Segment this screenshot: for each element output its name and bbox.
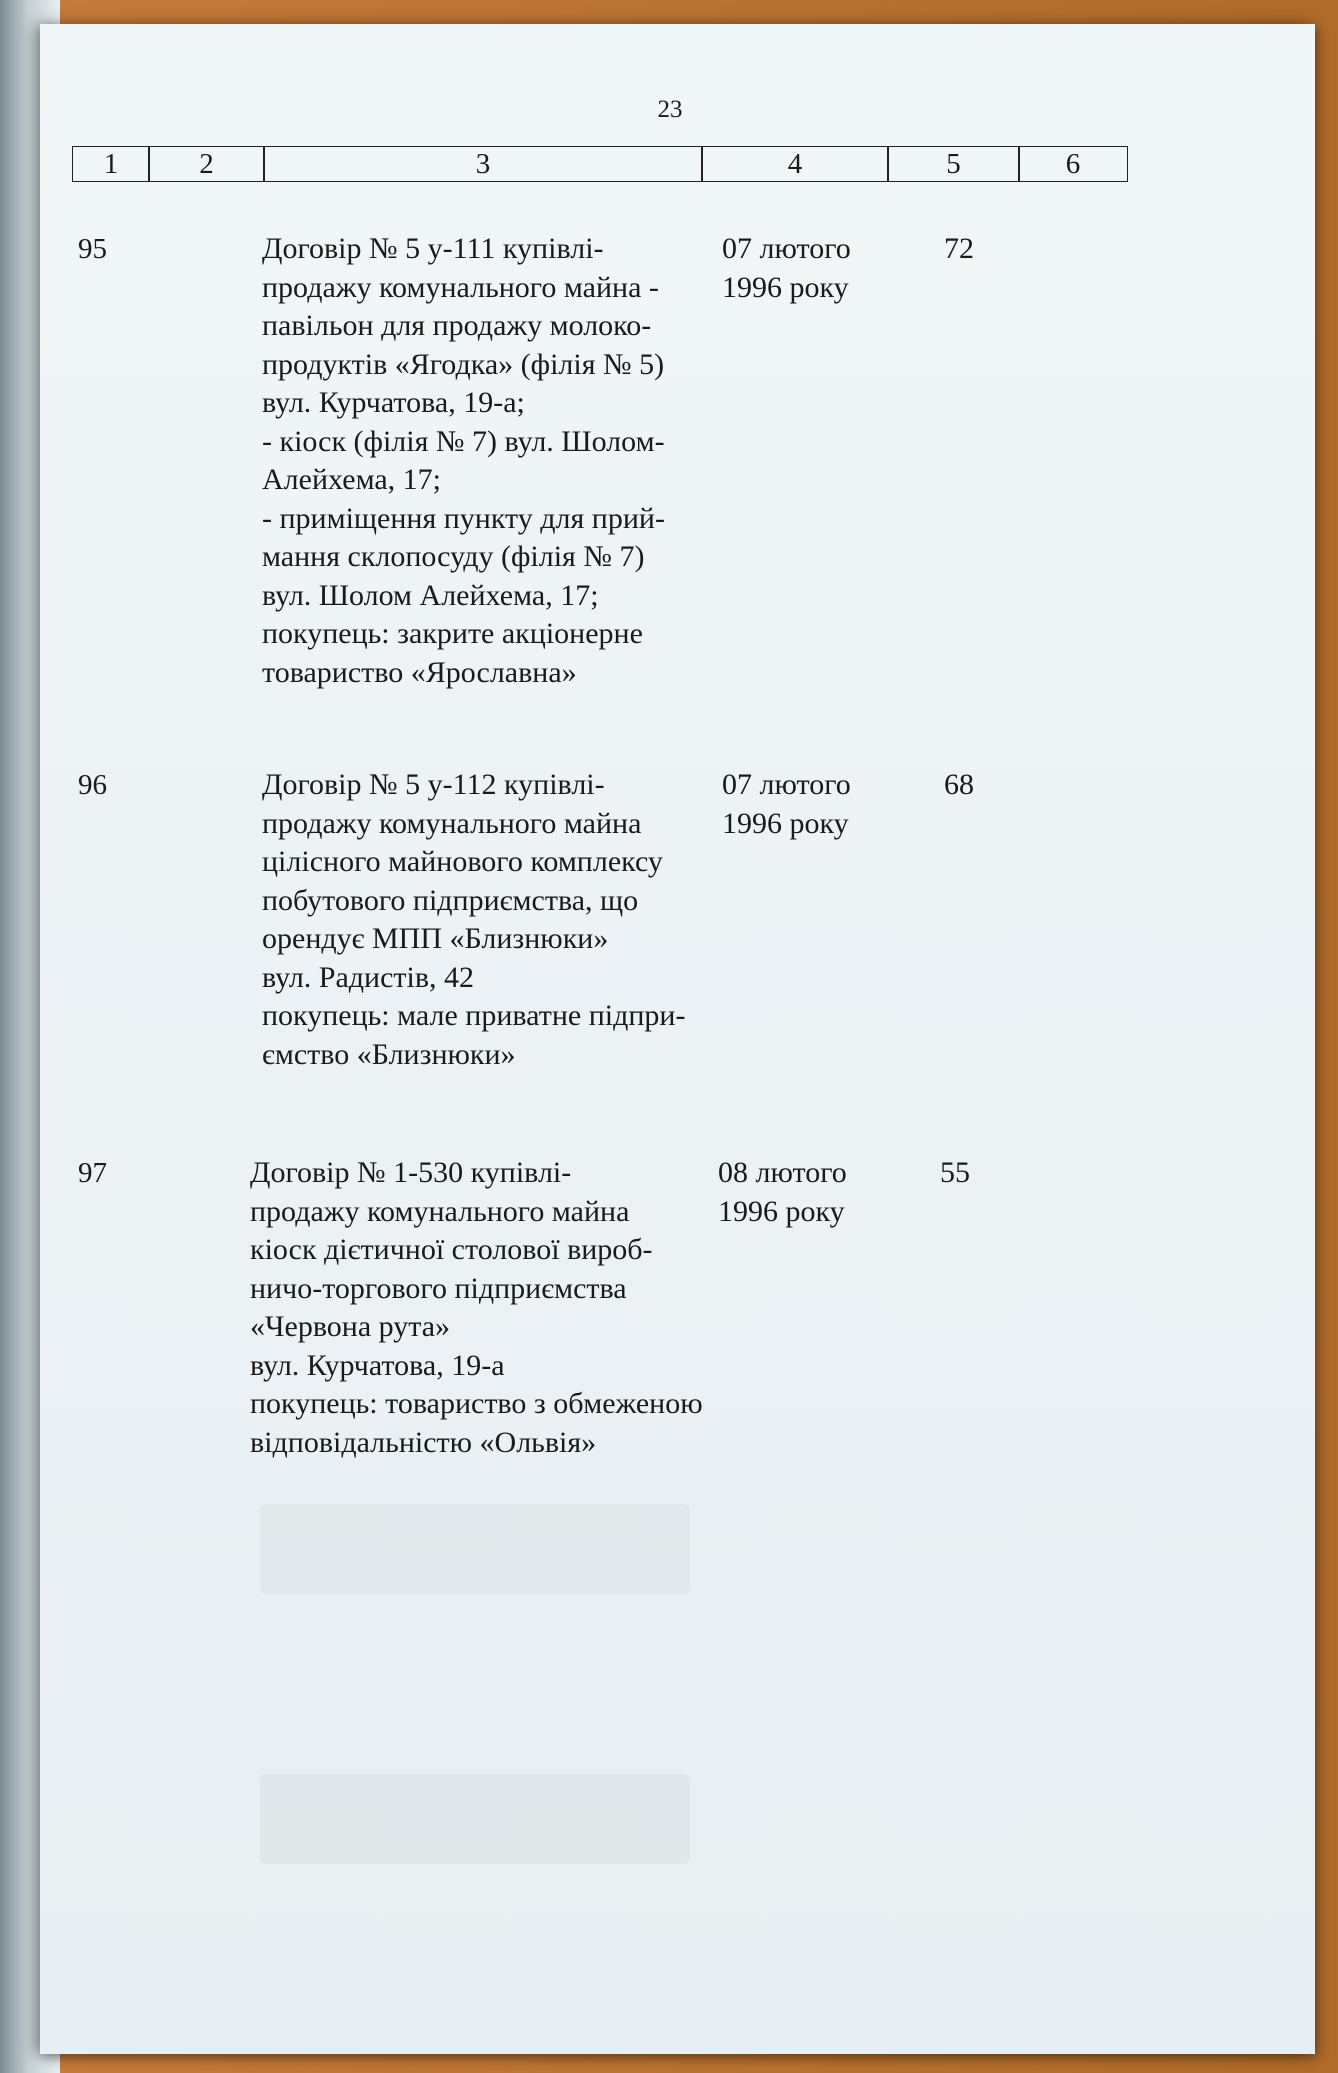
description-line: вул. Радистів, 42	[262, 960, 475, 994]
document-page	[40, 24, 1315, 2054]
description-line: Договір № 5 у-112 купівлі-	[262, 768, 605, 801]
entry-date	[718, 1154, 847, 1231]
description-line: ємство «Близнюки»	[262, 1037, 516, 1071]
column-header-1: 1	[72, 146, 150, 182]
entry-date	[722, 766, 851, 843]
entry-quantity: 55	[940, 1156, 970, 1189]
description-line: продуктів «Ягодка» (філія № 5)	[262, 347, 665, 381]
entry-quantity: 68	[944, 768, 974, 801]
description-line: Алейхема, 17;	[262, 463, 442, 496]
description-line: ничо-торгового підприємства	[250, 1271, 627, 1305]
description-line: - приміщення пункту для прий-	[262, 501, 665, 535]
description-line: відповідальністю «Ольвія»	[250, 1425, 597, 1459]
entry-description	[262, 766, 742, 1074]
column-header-2: 2	[148, 146, 265, 182]
description-line: Договір № 5 у-111 купівлі-	[262, 232, 604, 265]
column-header-3: 3	[263, 146, 703, 182]
column-header-6: 6	[1018, 146, 1128, 182]
description-line: кіоск дієтичної столової вироб-	[250, 1233, 653, 1266]
date-line: 07 лютого	[722, 232, 851, 265]
description-line: продажу комунального майна -	[262, 270, 659, 304]
description-line: продажу комунального майна	[262, 806, 642, 840]
date-line: 07 лютого	[722, 768, 851, 801]
column-header-4: 4	[701, 146, 889, 182]
entry-date	[722, 230, 851, 307]
entry-number: 96	[78, 769, 107, 801]
description-line: покупець: закрите акціонерне	[262, 617, 643, 650]
description-line: орендує МПП «Близнюки»	[262, 922, 609, 955]
description-line: павільон для продажу молоко-	[262, 309, 652, 342]
date-line: 08 лютого	[718, 1156, 847, 1189]
description-line: - кіоск (філія № 7) вул. Шолом-	[262, 424, 665, 458]
description-line: Договір № 1-530 купівлі-	[250, 1156, 572, 1189]
description-line: покупець: товариство з обмеженою	[250, 1387, 703, 1420]
column-header-5: 5	[887, 146, 1020, 182]
description-line: вул. Шолом Алейхема, 17;	[262, 578, 599, 612]
description-line: цілісного майнового комплексу	[262, 845, 663, 878]
description-line: товариство «Ярославна»	[262, 655, 577, 689]
page-number: 23	[657, 96, 683, 123]
date-line: 1996 року	[718, 1194, 845, 1228]
description-line: мання склопосуду (філія № 7)	[262, 540, 645, 573]
description-line: покупець: мале приватне підпри-	[262, 999, 686, 1032]
entry-description	[262, 230, 742, 692]
description-line: вул. Курчатова, 19-а	[250, 1348, 505, 1382]
date-line: 1996 року	[722, 806, 849, 840]
description-line: вул. Курчатова, 19-а;	[262, 386, 525, 419]
description-line: «Червона рута»	[250, 1310, 451, 1343]
date-line: 1996 року	[722, 270, 849, 304]
bleed-through-shadow	[260, 1774, 690, 1864]
description-line: продажу комунального майна	[250, 1194, 630, 1228]
entry-quantity: 72	[944, 232, 974, 265]
bleed-through-shadow	[260, 1504, 690, 1594]
entry-number: 97	[78, 1157, 107, 1189]
description-line: побутового підприємства, що	[262, 883, 639, 917]
entry-number: 95	[78, 233, 107, 265]
